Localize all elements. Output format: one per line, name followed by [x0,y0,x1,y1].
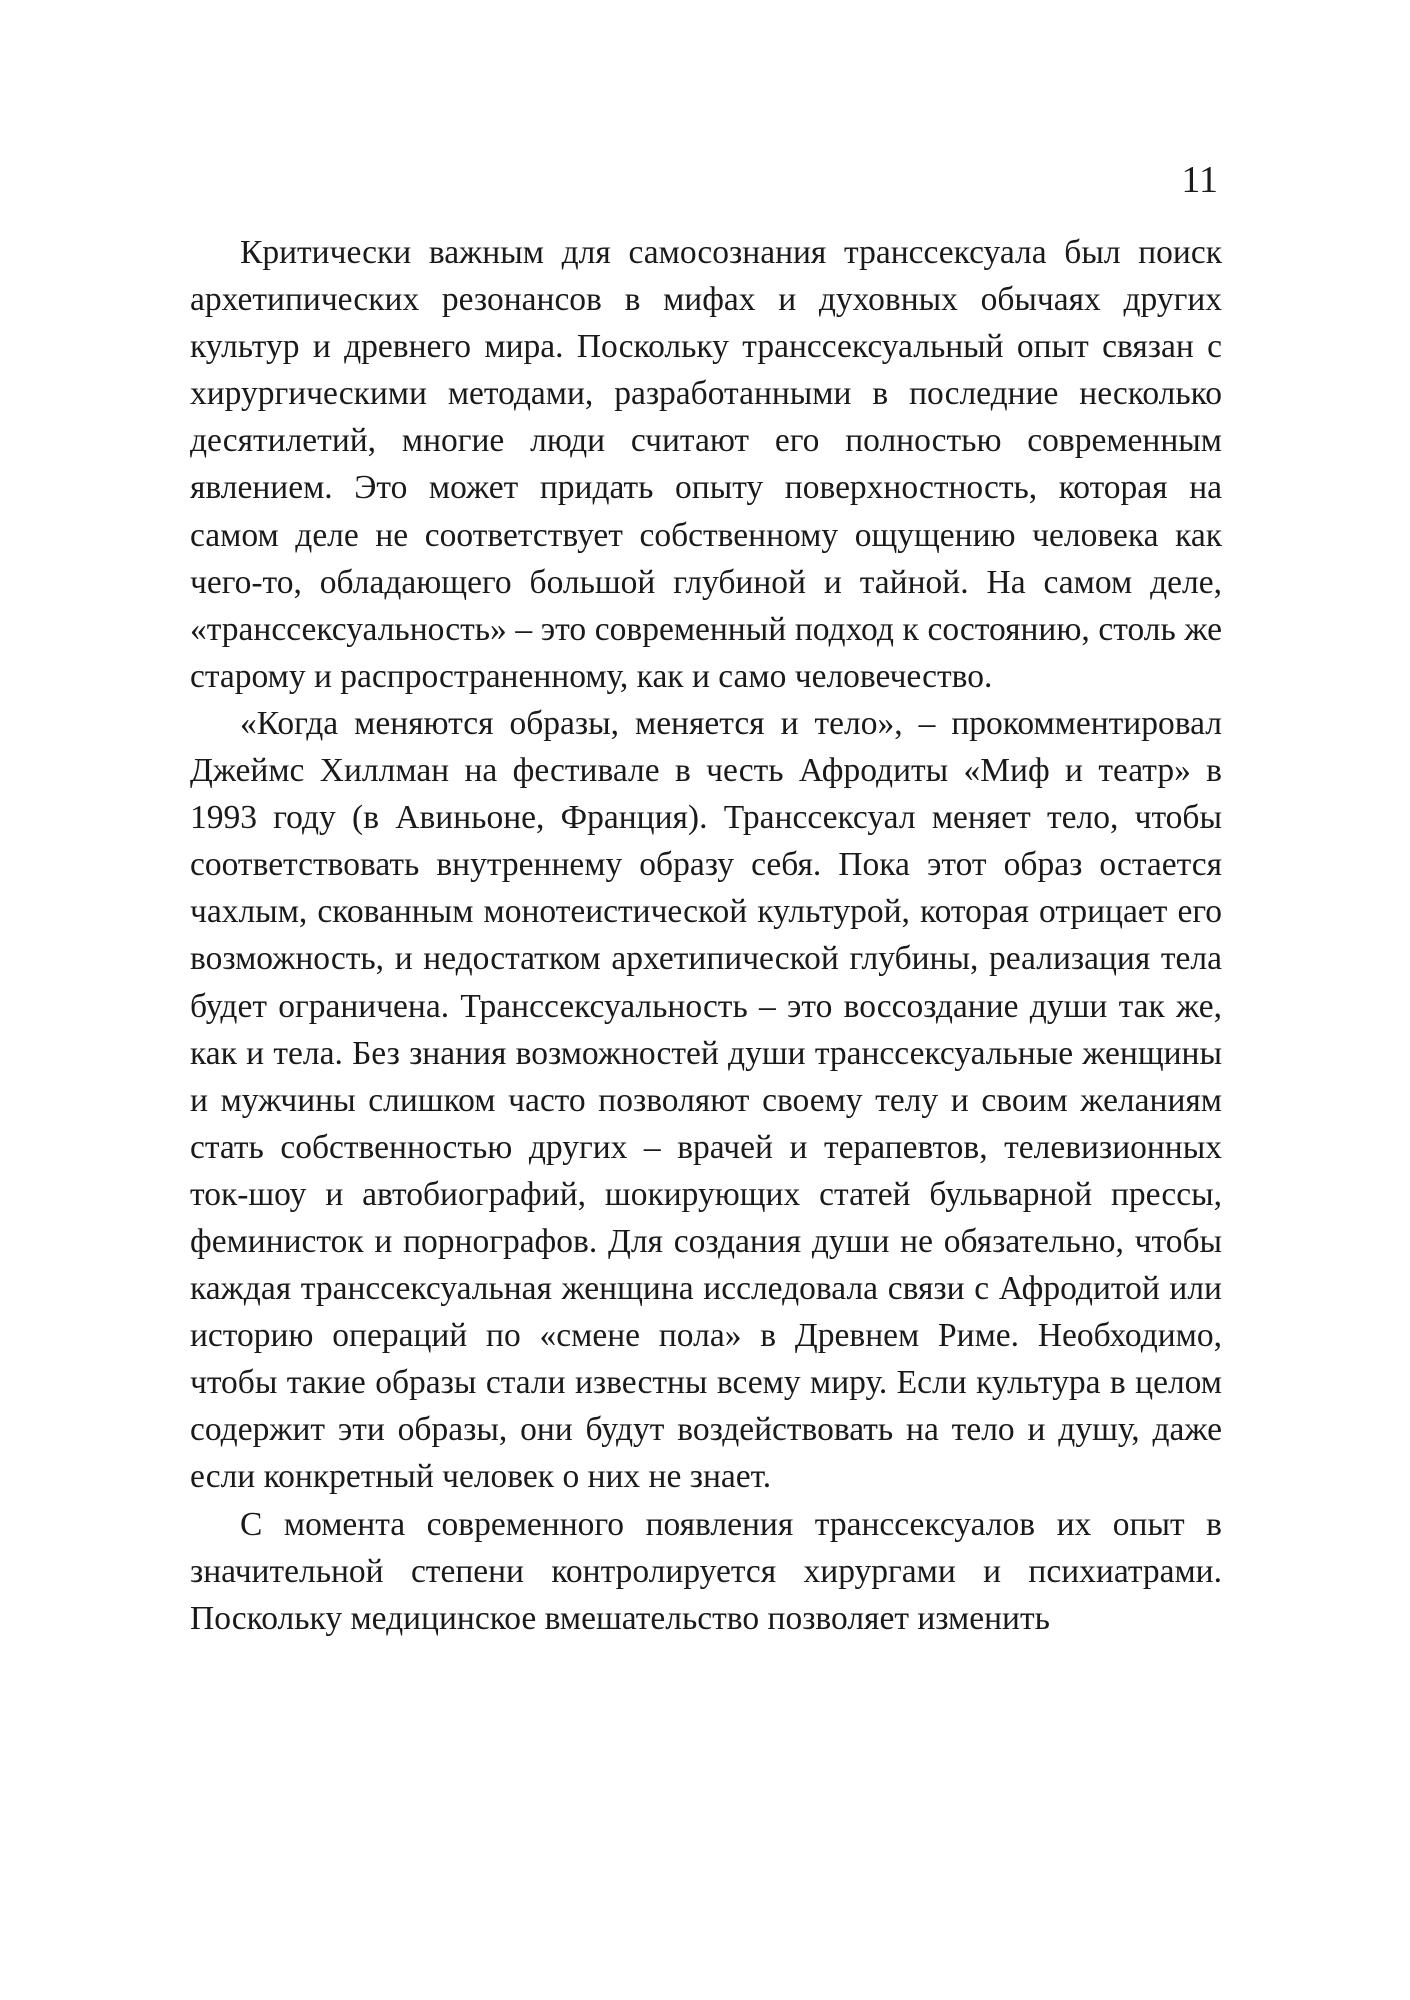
body-text [190,229,1222,1642]
paragraph-1: Критически важным для самосознания транссексуала был поиск архетипических резонансов в мифах и духовных обычаях других культур и древнего мира. Поскольку транссексуальный опыт связан с хирургическими методами, разработанными в последние несколько десятилетий, многие люди считают его полностью современным явлением. Это может придать опыту поверхностность, которая на самом деле не соответствует собственному ощущению человека как чего-то, обладающего большой глубиной и тайной. На самом деле, «транссексуальность» – это современный подход к состоянию, столь же старому и распространенному, как и само человечество. [190,234,1222,695]
paragraph-3: С момента современного появления транссексуалов их опыт в значительной степени контролируется хирургами и психиатрами. Поскольку медицинское вмешательство позволяет изменить [190,1505,1222,1637]
paragraph-2: «Когда меняются образы, меняется и тело», – прокомментировал Джеймс Хиллман на фестивале в честь Афродиты «Миф и театр» в 1993 году (в Авиньоне, Франция). Транссексуал меняет тело, чтобы соответствовать внутреннему образу себя. Пока этот образ остается чахлым, скованным монотеистической культурой, которая отрицает его возможность, и недостатком архетипической глубины, реализация тела будет ограничена. Транссексуальность – это воссоздание души так же, как и тела. Без знания возможностей души транссексуальные женщины и мужчины слишком часто позволяют своему телу и своим желаниям стать собственностью других – врачей и терапевтов, телевизионных ток-шоу и автобиографий, шокирующих статей бульварной прессы, феминисток и порнографов. Для создания души не обязательно, чтобы каждая транссексуальная женщина исследовала связи с Афродитой или историю операций по «смене пола» в Древнем Риме. Необходимо, чтобы такие образы стали известны всему миру. Если культура в целом содержит эти образы, они будут воздействовать на тело и душу, даже если конкретный человек о них не знает. [190,704,1222,1496]
page-number: 11 [1181,159,1218,201]
